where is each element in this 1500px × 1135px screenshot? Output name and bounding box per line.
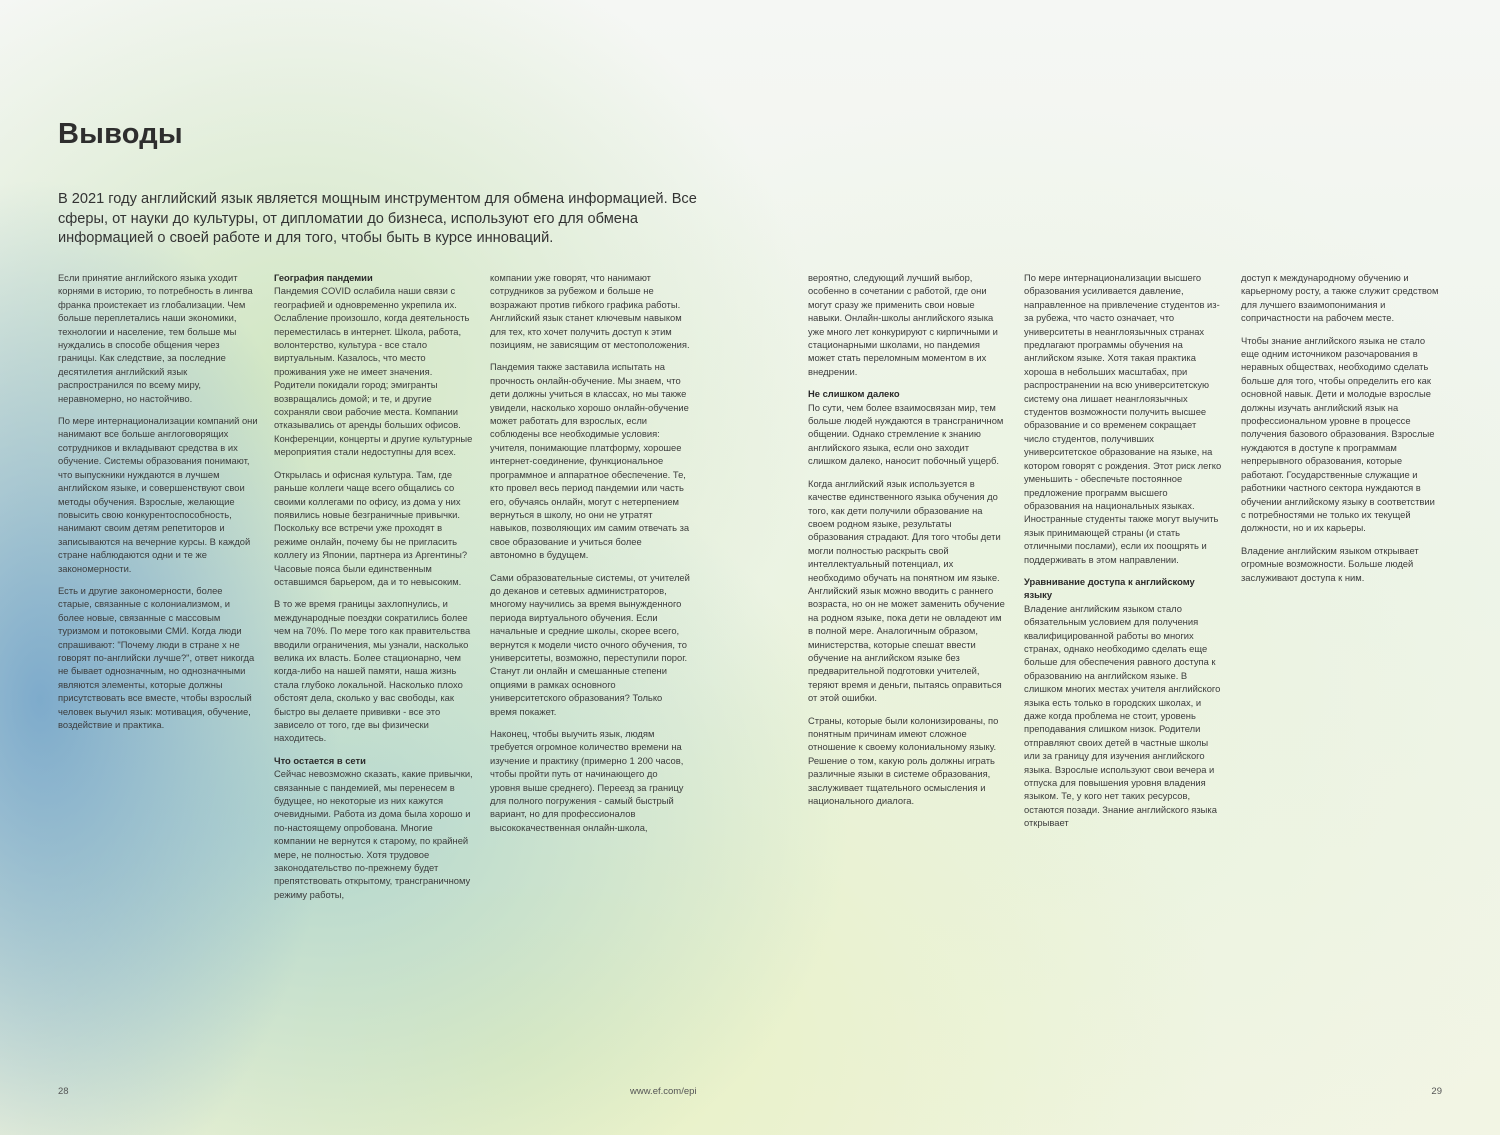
paragraph: Пандемия также заставила испытать на прочность онлайн-обучение. Мы знаем, что дети должны учиться в классах, но мы также увидели, насколько хорошо онлайн-обучение может работать для взрослых, если соблюдены все необходимые условия: учителя, понимающие платформу, хорошее интернет-соединение, функциональное программное и аппаратное обеспечение. Те, кто провел весь период пандемии или часть его, обучаясь онлайн, могут с нетерпением вернуться в школу, но они не утратят навыков, позволяющих им самим отвечать за свое образование и учиться более автономно в будущем. (490, 361, 690, 561)
paragraph: Наконец, чтобы выучить язык, людям требуется огромное количество времени на изучение и практику (примерно 1 200 часов, чтобы пройти путь от начинающего до уровня выше среднего). Переезд за границу для полного погружения - самый быстрый вариант, но для профессионалов высококачественная онлайн-школа, (490, 728, 684, 833)
section-heading: География пандемии (274, 272, 373, 283)
paragraph: Владение английским языком стало обязательным условием для получения квалифицированной работы во многих странах, однако необходимо сделать еще больше для обеспечения равного доступа к образованию на английском языке. В слишком многих местах учителя английского языка есть только в городских школах, и даже когда проблема не стоит, уровень преподавания слишком низок. Родители отправляют своих детей в частные школы или за границу для изучения английского языка. Взрослые используют свои вечера и отпуска для повышения уровня владения языком. Те, у кого нет таких ресурсов, остаются позади. Знание английского языка открывает (1024, 602, 1221, 829)
paragraph: Владение английским языком открывает огромные возможности. Больше людей заслуживают доступа к ним. (1241, 544, 1419, 583)
section-heading: Не слишком далеко (808, 388, 900, 400)
paragraph: Страны, которые были колонизированы, по понятным причинам имеют сложное отношение к своему колониальному языку. Решение о том, какую роль должны играть различные языки в системе образования, заслуживает тщательного осмысления и национального диалога. (808, 714, 999, 807)
text-column-5 (1024, 271, 1224, 839)
paragraph: Сейчас невозможно сказать, какие привычки, связанные с пандемией, мы перенесем в будущее, но некоторые из них кажутся очевидными. Работа из дома была хорошо и по-настоящему опробована. Многие компании не вернутся к старому, по крайней мере, не полностью. Хотя трудовое законодательство по-прежнему будет препятствовать открытому, трансграничному режиму работы, (274, 768, 473, 900)
text-column-4 (808, 271, 1008, 816)
paragraph: Чтобы знание английского языка не стало еще одним источником разочарования в неравных обществах, необходимо сделать больше для того, чтобы определить его как основной навык. Дети и молодые взрослые должны изучать английский язык на профессиональном уровне в процессе получения базового образования. Взрослые нуждаются в доступе к программам непрерывного образования, которые работают. Государственные служащие и работники частного сектора нуждаются в обучении английскому языку в соответствии с потребностями не только их текущей должности, но и их карьеры. (1241, 334, 1435, 534)
paragraph: компании уже говорят, что нанимают сотрудников за рубежом и больше не возражают против гибкого графика работы. Английский язык станет ключевым навыком для тех, кто хочет получить доступ к этим позициям, не зависящим от местоположения. (490, 272, 690, 351)
page-number-left: 28 (58, 1086, 69, 1097)
paragraph: По мере интернационализации высшего образования усиливается давление, направленное на привлечение студентов из-за рубежа, что часто означает, что университеты в неанглоязычных странах предлагают программы обучения на английском языке. Хотя такая практика хороша в небольших масштабах, при распространении на всю университетскую систему она лишает неанглоязычных студентов возможности получить высшее образование и со временем сокращает число студентов, получивших университетское образование на языке, на котором говорят с рождения. Этот риск легко уменьшить - обеспечьте постоянное предложение программ высшего образования на национальных языках. Иностранные студенты также могут выучить язык принимающей страны (и стать отличными послами), если их поощрять и поддерживать в этом направлении. (1024, 272, 1222, 565)
footer-url: www.ef.com/epi (630, 1086, 697, 1097)
paragraph: Есть и другие закономерности, более старые, связанные с колониализмом, и более новые, связанные с массовым туризмом и потоковыми СМИ. Когда люди спрашивают: "Почему люди в стране х не говорят по-английски лучше?", ответ никогда не бывает однозначным, но однозначными являются элементы, которые должны присутствовать все вместе, чтобы взрослый человек выучил язык: мотивация, обучение, воздействие и практика. (58, 584, 255, 730)
text-column-2 (274, 271, 474, 910)
paragraph: По сути, чем более взаимосвязан мир, тем больше людей нуждаются в трансграничном общении. Однако стремление к знанию английского языка, если оно заходит слишком далеко, наносит побочный ущерб. (808, 401, 1004, 467)
paragraph: Если принятие английского языка уходит корнями в историю, то потребность в лингва франка проистекает из глобализации. Чем больше переплетались наши экономики, технологии и население, тем больше мы нуждались в способе общения через границы. Как следствие, за последние десятилетия английский язык распространился по всему миру, неравномерно, но настойчиво. (58, 272, 253, 404)
text-column-6 (1241, 271, 1441, 593)
page-title: Выводы (58, 118, 183, 150)
paragraph: По мере интернационализации компаний они нанимают все больше англоговорящих сотрудников и вкладывают средства в их обучение. Системы образования понимают, что выпускники нуждаются в лучшем английском языке, и совершенствуют свои методы обучения. Взрослые, желающие повысить свою конкурентоспособность, нанимают своим детям репетиторов и записываются на вечерние курсы. В каждой стране наблюдаются одни и те же закономерности. (58, 415, 258, 574)
section-heading: Уравнивание доступа к английскому языку (1024, 575, 1195, 601)
paragraph: Когда английский язык используется в качестве единственного языка обучения до того, как дети получили образование на своем родном языке, результаты образования страдают. Для того чтобы дети могли полностью раскрыть свой интеллектуальный потенциал, их необходимо обучать на понятном им языке. Английский язык можно вводить с раннего возраста, но он не может заменить обучение на родном языке, пока дети не овладеют им в полной мере. Аналогичным образом, министерства, которые спешат ввести обучение на английском языке без предварительной подготовки учителей, теряют время и деньги, пытаясь оправиться от этой ошибки. (808, 477, 1005, 704)
paragraph: Открылась и офисная культура. Там, где раньше коллеги чаще всего общались со своими коллегами по офису, из дома у них появились новые безграничные привычки. Поскольку все встречи уже проходят в режиме онлайн, почему бы не пригласить коллегу из Японии, партнера из Аргентины? Часовые пояса были единственным оставшимся барьером, да и то невысоким. (274, 468, 468, 587)
section-heading: Что остается в сети (274, 754, 366, 766)
paragraph: Сами образовательные системы, от учителей до деканов и сетевых администраторов, многому научились за время вынужденного периода виртуального обучения. Если начальные и средние школы, скорее всего, вернутся к модели чисто очного обучения, то университеты, возможно, переступили порог. Станут ли онлайн и смешанные степени опциями в рамках основного университетского образования? Только время покажет. (490, 571, 690, 717)
page-number-right: 29 (1431, 1086, 1442, 1097)
lead-paragraph: В 2021 году английский язык является мощным инструментом для обмена информацией. Все сферы, от науки до культуры, от дипломатии до бизнеса, используют его для обмена информацией о своей работе и для того, чтобы быть в курсе инноваций. (58, 191, 697, 246)
text-column-1 (58, 271, 258, 740)
paragraph: доступ к международному обучению и карьерному росту, а также служит средством для лучшего взаимопонимания и сопричастности на рабочем месте. (1241, 272, 1439, 324)
paragraph: В то же время границы захлопнулись, и международные поездки сократились более чем на 70%. По мере того как правительства вводили ограничения, мы узнали, насколько велика их власть. Более стационарно, чем когда-либо на нашей памяти, наша жизнь стала глубоко локальной. Насколько плохо обстоят дела, сколько у вас свободы, как быстро вы делаете прививки - все это зависело от того, где вы физически находитесь. (274, 598, 471, 744)
text-column-3 (490, 271, 690, 843)
paragraph: Пандемия COVID ослабила наши связи с географией и одновременно укрепила их. Ослабление произошло, когда деятельность переместилась в интернет. Школа, работа, волонтерство, культура - все стало виртуальным. Казалось, что место проживания уже не имеет значения. Родители покидали город; эмигранты возвращались домой; и те, и другие сохраняли свои рабочие места. Компании отказывались от аренды больших офисов. Конференции, концерты и другие культурные мероприятия стали недоступны для всех. (274, 285, 473, 458)
paragraph: вероятно, следующий лучший выбор, особенно в сочетании с работой, где они могут сразу же применить свои новые навыки. Онлайн-школы английского языка уже много лет конкурируют с кирпичными и стационарными школами, но пандемия может стать переломным моментом в их внедрении. (808, 272, 998, 377)
